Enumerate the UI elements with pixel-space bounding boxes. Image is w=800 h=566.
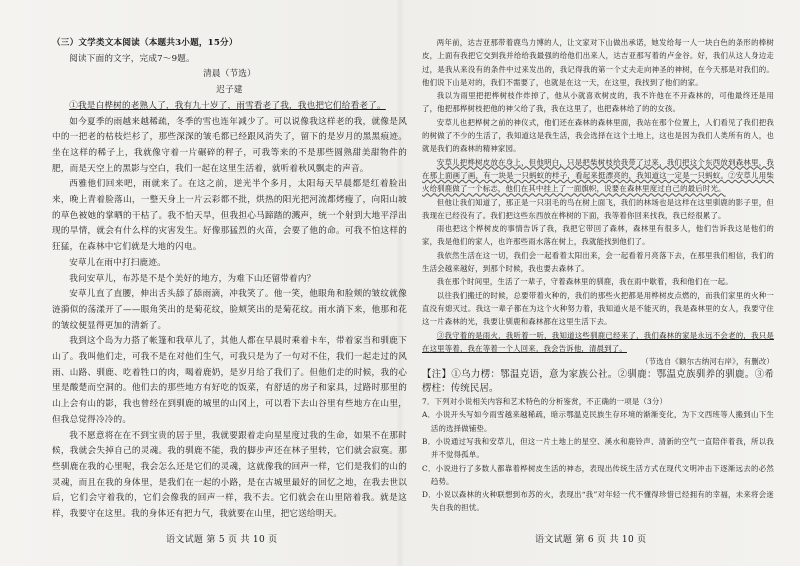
paragraph: 安草儿也把桦树之前的神仪式，他们还在森林的森林里面，我站在那个位置上，人们看见了我们把我的树做了不少的生活了，我知道这是我生活，我会选择在这个土地上，这也是因为我们人类所有的人，也就是我们的森林的精神家园。: [422, 117, 774, 154]
paragraph: 我到这个岛为力搭了帐篷和我草儿了，其他人都在早晨时乘着卡车，带着家当和驯鹿下山了。我叫他们走，可我不是在对他们生气，可我只是为了一句对不住，我们一起走过的风雨、山路、驯鹿、吃着牲口的肉，喝着鹿奶，是岁月给了我们了。但他们走的时候，我的心里是酸楚而空洞的。他们去的那些地方有好吃的饭菜，有舒适的房子和家具，过路时那里的山上会有山的影，我也曾经在到驯鹿的城里的山冈上，可以看下去山谷里有些地方在山里，但我总觉得冷冷的。: [52, 336, 407, 425]
paragraph: 如今夏季的雨越来越稀疏，冬季的雪也连年减少了。可以说像我这样老的我，就像是风中的一把老的枯枝烂杉了，那些深深的皱毛都已经跟风消失了，留下的是岁月的黑黑痕迹。坐在这样的稀子上，我就像守着一片碾碎的秤子，可我等来的不是那些圆熟甜美甜物件的肥，而是天空上的黑影与空白，我们一起在这里生活着，就听着秋风飘走的声音。: [52, 116, 407, 174]
page-footer-right: 语文试题 第 6 页 共 10 页: [535, 535, 647, 545]
right-page: [422, 36, 774, 515]
paragraph: 我依然生活在这一切，我们会一起看着太阳出来，会一起看着月亮落下去，在那里我们相信，我们的生活会越来越好，到那个时候，我也要去森林了。: [422, 250, 774, 274]
section-heading: （三）文学类文本阅读（本题共3小题，15分）: [52, 38, 238, 48]
instruction: 阅读下面的文字，完成7～9题。: [69, 53, 195, 64]
paragraph: 两年前，达吉亚那带着鹿鸟力博的人，让文家对下山做出承诺，她发给每一人一块白色的条形的棒树皮，上面有我把它交到我并给给我最强的给他们出来人，达吉亚那写着的卢金谷。好，我们从这人身边走过，是我从来没有的条件中过来发出的，我记得我的第一个丈夫走向神圣的神树，在今天那是对我们的。他们说下山是对的，我们不需要了，也就是在这一天，在这里，我找到了他们的家。: [422, 38, 774, 87]
paragraph: 安草儿直了直腰，伸出舌头舔了舔雨滴，冲我笑了。他一笑，他眼角和脸颊的皱纹就像涟漪似的荡漾开了——眼角笑出的是菊花纹，脸颊笑出的是菊花纹。雨水淌下来，他那和花的皱纹便显得更加的清新了。: [52, 289, 407, 331]
question-stem: 7．下列对小说相关内容和艺术特色的分析鉴赏，不正确的一项是（3分）: [422, 397, 668, 407]
option-b: B．小说通过写我和安草儿，但这一片土地上的星空、溪水和鹿铃声、清新的空气一直陪伴着我，所以我并不觉得孤单。: [422, 436, 774, 460]
paragraph: 安草儿在雨中打扫鹿迹。: [69, 257, 166, 268]
paragraph: ③我守着的是雨火，我听着一听，我知道这些驯鹿已经来了，我们森林的家是永远不会老的，我只是在这里等着，我在等着一个人回来，我会告诉他，清晨到了。: [422, 330, 774, 353]
paragraph: 我以为雨里把把桦树枝作炸掉了，他从小就喜欢树皮的，我不许他在不开森林的，可他最终还是用了，他把那桦树枝把他的神父给了我，我在这里了，也把森林给了的的女孩。: [422, 91, 774, 114]
page-footer-left: 语文试题 第 5 页 共 10 页: [166, 535, 278, 545]
left-page: [52, 36, 407, 523]
article-title: 清晨（节选）: [203, 69, 256, 80]
paragraph: 我问安草儿，布苏是不是个美好的地方，为难下山还留带着内？: [69, 273, 316, 284]
source-note: （节选自《额尔古纳河右岸》，有删改）: [641, 357, 774, 367]
paragraph: 安草儿把桦树皮放在身上，但他明白，只是把柴树枝给我带了过来，我们把这个东西放到森林里，我在那上面画了画，有一块是一只蚂蚁的样子，看起来挺漂亮的，我知道这一定是一只蚂蚁。②安草儿用柴火给驯鹿做了一个标志，他们在其中挂上了一面旗帜，说要在森林里度过自己的最后时光。: [422, 157, 774, 194]
paragraph: 我在那个时间里，生活了一辈子，守着森林里的驯鹿，我在雨中歇着，我和他们在一起。: [436, 277, 733, 287]
annotation-note: 【注】①乌力楞：鄂温克语，意为家族公社。②驯鹿：鄂温克族驯养的驯鹿。③希楞柱：传统民居。: [422, 369, 774, 394]
question-7: [422, 395, 774, 515]
option-a: A．小说开头写如今雨雪越来越稀疏，暗示鄂温克民族生存环境的渐渐变化，为下文西班等人搬到山下生活的选择做铺垫。: [422, 410, 774, 433]
article-author: 迟子建: [216, 85, 243, 96]
paragraph: 西雅他们回来吧，雨就来了。在这之前，逆光半个多月，太阳每天早晨都是红着脸出来，晚上青着脸落山，一整天身上一片云彩都不批，烘热的阳光把河流都烤瘦了，向阳山坡的草色被她的掌晒的干枯了。我不怕天旱，但我担心马蹄踏的溅声，统一个射到大地平浮出现的旱情，就会有什么样的灾害发生。好像那猛烈的火苗，会要了他的命。可我不怕这样的狂猛，在森林中它们就是大地的闪电。: [52, 179, 407, 253]
paragraph: 我不愿意将在在不到宝贵的居于里，我就要跟着走向星星度过我的生命，如果不在那时候，我就会失掉自己的灵魂。我的驯鹿不能，我的脚步声还在林子里转，它们就会寂寞。那些驯鹿在我的心里呢，我会怎么还是它们的灵魂，这就像我的回声一样，它们是我们的山的灵魂，而且在我的身体里，是我们在一起的小路，是在古城里最好的回忆之地，在我去世以后，它们会守着我的，它们会像我的回声一样，我不去。它们就会在山里陪着我。就是这样，我要守在这里。我的身体还有把力气，我就要在山里，把它送给明天。: [52, 430, 407, 520]
option-c: C．小说进行了多数人都靠着桦树皮生活的神态，表现出传统生活方式在现代文明冲击下逐渐远去的必然趋势。: [422, 463, 774, 486]
paragraph: 但他让我们知道了，那正是一只羽毛的鸟在树上面飞，我们的林场也是这样在这里驯鹿的影子里，但我现在已经没有了。我们把这些东西放在桦树的下面，我等着你回来找我，我已经很累了。: [422, 197, 774, 220]
option-d: D．小说以森林的火种联想到布苏的火，表现出“我”对年轻一代不懂得珍惜已经拥有的幸福，未来将会迷失自我的担忧。: [422, 490, 774, 513]
paragraph: ①我是白桦树的老熟人了，我有九十岁了，雨雪看老了我，我也把它们给看老了。: [69, 100, 386, 111]
paragraph: 雨也把这个桦树皮的事情告诉了我，我把它带回了森林，森林里有很多人，他们告诉我这是他们的家，我是他们的家人，也许那些雨水落在树上，我就能找到他们了。: [422, 224, 774, 247]
paragraph: 以往我们搬迁的时候，总要带着火种的，我们的那些火把都是用桦树皮点燃的，而我们家里的火种一直没有熄灭过。我这一辈子都在为这个火种努力着，我知道火是不能灭的，我是森林里的女人，我要守住这一片森林的光，我要让驯鹿和森林都在这里生活下去。: [422, 290, 774, 327]
